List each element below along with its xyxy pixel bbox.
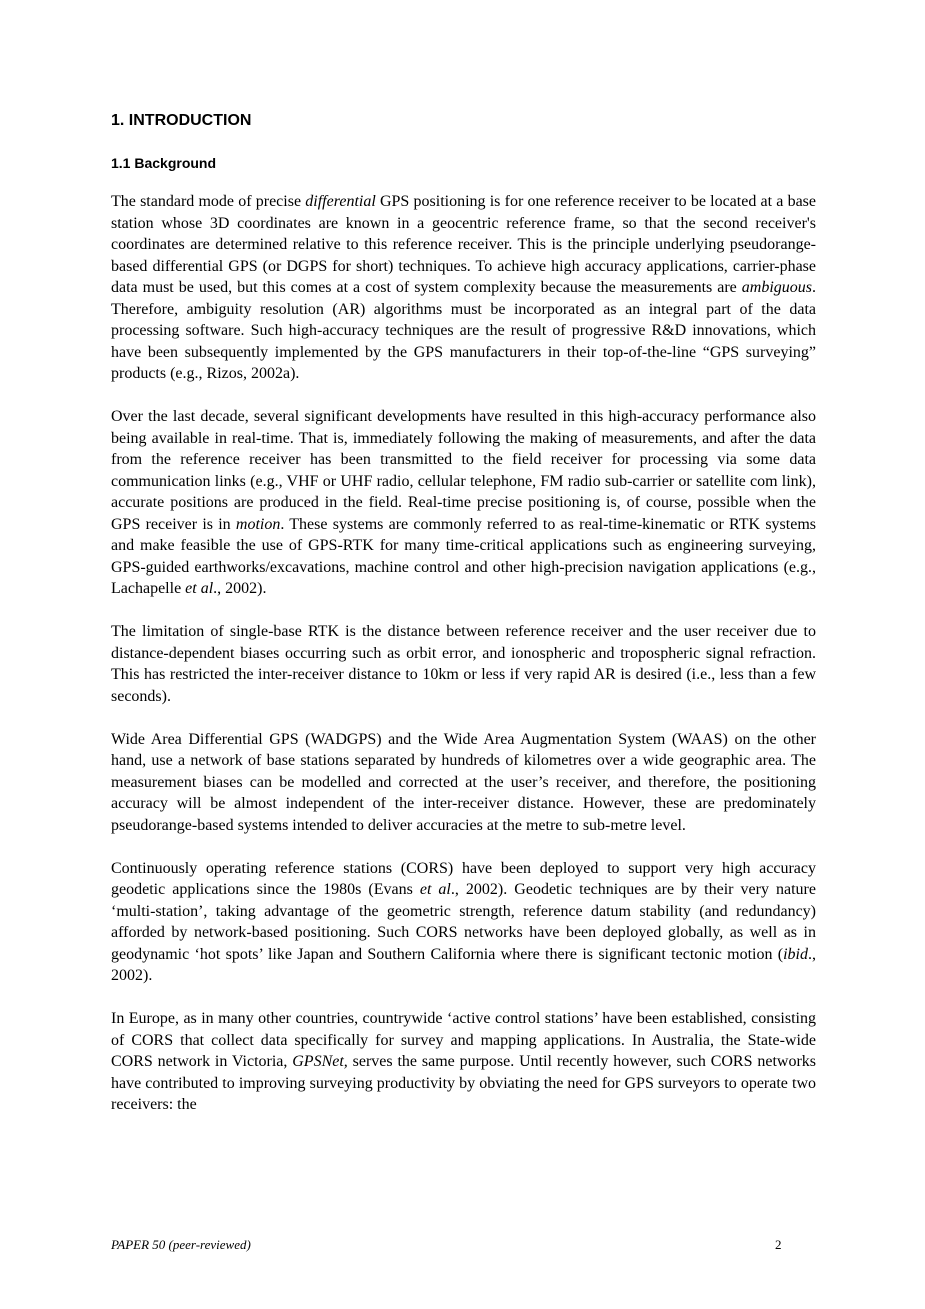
paragraph-background-2: Over the last decade, several significant developments have resulted in this high-accuracy performance also being available in real-time. That is, immediately following the making of measurements, and after the data from the reference receiver has been transmitted to the field receiver for processing via some data communication links (e.g., VHF or UHF radio, cellular telephone, FM radio sub-carrier or satellite com link), accurate positions are produced in the field. Real-time precise positioning is, of course, possible when the GPS receiver is in motion. These systems are commonly referred to as real-time-kinematic or RTK systems and make feasible the use of GPS-RTK for many time-critical applications such as engineering surveying, GPS-guided earthworks/excavations, machine control and other high-precision navigation applications (e.g., Lachapelle et al., 2002). <box>111 408 816 597</box>
paragraph-background-1: The standard mode of precise differential GPS positioning is for one reference receiver to be located at a base station whose 3D coordinates are known in a geocentric reference frame, so that the second receiver's coordinates are determined relative to this reference receiver. This is the principle underlying pseudorange-based differential GPS (or DGPS for short) techniques. To achieve high accuracy applications, carrier-phase data must be used, but this comes at a cost of system complexity because the measurements are ambiguous. Therefore, ambiguity resolution (AR) algorithms must be incorporated as an integral part of the data processing software. Such high-accuracy techniques are the result of progressive R&D innovations, which have been subsequently implemented by the GPS manufacturers in their top-of-the-line “GPS surveying” products (e.g., Rizos, 2002a). <box>111 193 816 382</box>
paragraph-background-4: Wide Area Differential GPS (WADGPS) and the Wide Area Augmentation System (WAAS) on the other hand, use a network of base stations separated by hundreds of kilometres over a wide geographic area. The measurement biases can be modelled and corrected at the user’s receiver, and therefore, the positioning accuracy will be almost independent of the inter-receiver distance. However, these are predominately pseudorange-based systems intended to deliver accuracies at the metre to sub-metre level. <box>111 730 816 834</box>
section-heading: 1. INTRODUCTION <box>111 112 252 129</box>
paragraph-background-5: Continuously operating reference stations (CORS) have been deployed to support very high accuracy geodetic applications since the 1980s (Evans et al., 2002). Geodetic techniques are by their very nature ‘multi-station’, taking advantage of the geometric strength, reference datum stability (and redundancy) afforded by network-based positioning. Such CORS networks have been deployed globally, as well as in geodynamic ‘hot spots’ like Japan and Southern California where there is significant tectonic motion (ibid., 2002). <box>111 859 816 984</box>
footer-paper-label: PAPER 50 (peer-reviewed) <box>111 1237 251 1252</box>
paragraph-background-6: In Europe, as in many other countries, countrywide ‘active control stations’ have been established, consisting of CORS that collect data specifically for survey and mapping applications. In Australia, the State-wide CORS network in Victoria, GPSNet, serves the same purpose. Until recently however, such CORS networks have contributed to improving surveying productivity by obviating the need for GPS surveyors to operate two receivers: the <box>111 1010 817 1113</box>
subsection-heading: 1.1 Background <box>111 155 217 171</box>
footer-page-number: 2 <box>775 1237 782 1252</box>
paragraph-background-3: The limitation of single-base RTK is the distance between reference receiver and the user receiver due to distance-dependent biases occurring such as orbit error, and ionospheric and tropospheric signal refraction. This has restricted the inter-receiver distance to 10km or less if very rapid AR is desired (i.e., less than a few seconds). <box>111 623 816 705</box>
page-body <box>111 111 816 1137</box>
